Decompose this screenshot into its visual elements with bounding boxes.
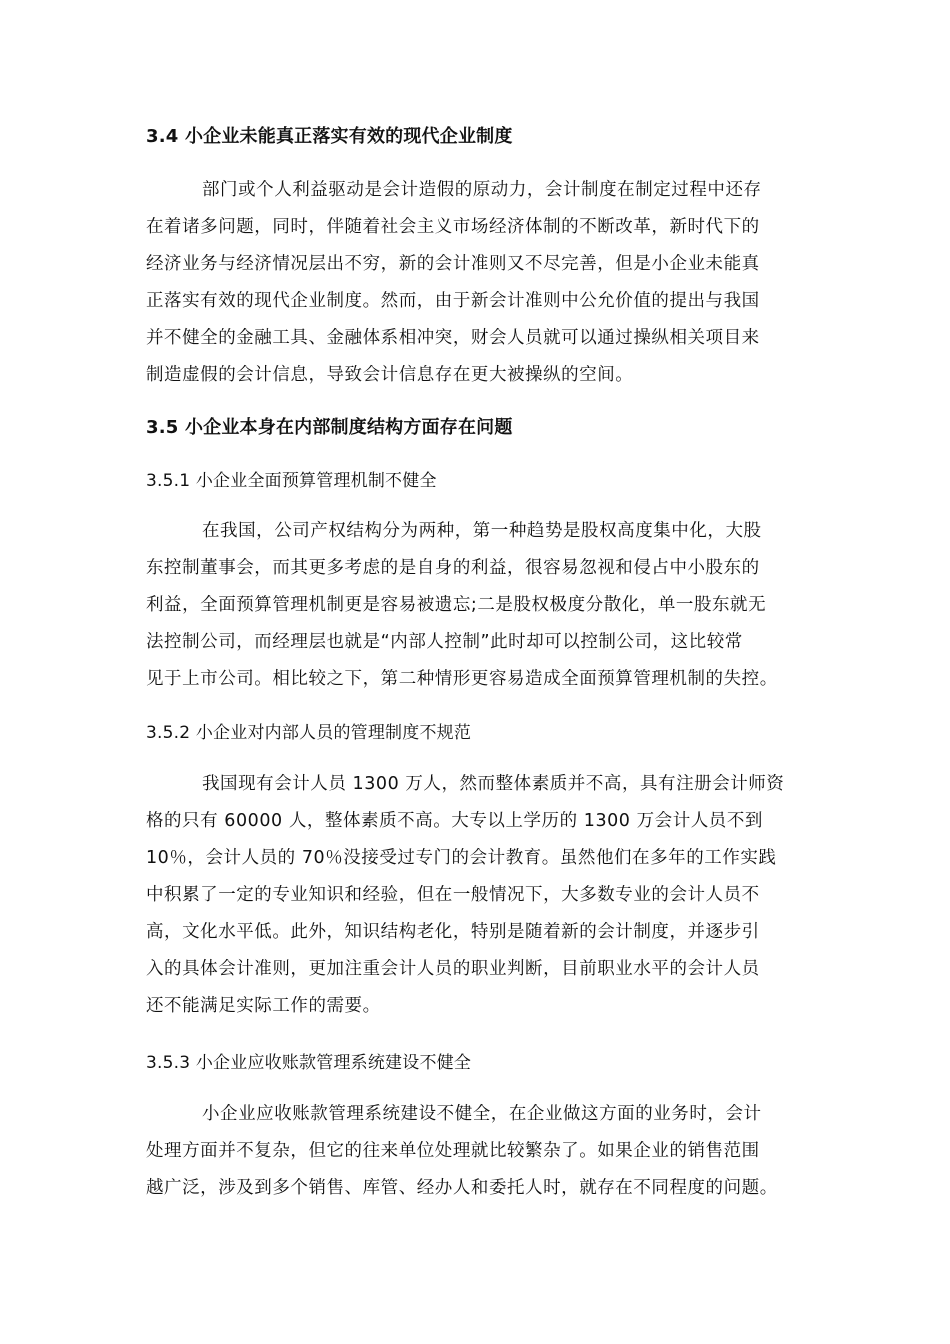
paragraph-line: 制造虚假的会计信息，导致会计信息存在更大被操纵的空间。	[146, 365, 634, 385]
section-heading-3-4: 3.4 小企业未能真正落实有效的现代企业制度	[146, 126, 513, 147]
paragraph-line: 小企业应收账款管理系统建设不健全，在企业做这方面的业务时，会计	[202, 1104, 762, 1124]
paragraph-line: 10％，会计人员的 70％没接受过专门的会计教育。虽然他们在多年的工作实践	[146, 848, 777, 868]
paragraph-line: 中积累了一定的专业知识和经验，但在一般情况下，大多数专业的会计人员不	[146, 885, 760, 905]
paragraph-3-5-3	[146, 1096, 816, 1207]
paragraph-line: 经济业务与经济情况层出不穷，新的会计准则又不尽完善，但是小企业未能真	[146, 254, 760, 274]
paragraph-line: 越广泛，涉及到多个销售、库管、经办人和委托人时，就存在不同程度的问题。	[146, 1178, 778, 1198]
paragraph-line: 正落实有效的现代企业制度。然而，由于新会计准则中公允价值的提出与我国	[146, 291, 760, 311]
paragraph-line: 还不能满足实际工作的需要。	[146, 996, 381, 1016]
paragraph-line: 法控制公司，而经理层也就是“内部人控制”此时却可以控制公司，这比较常	[146, 632, 743, 652]
paragraph-3-4	[146, 172, 816, 394]
paragraph-line: 利益，全面预算管理机制更是容易被遗忘;二是股权极度分散化，单一股东就无	[146, 595, 767, 615]
paragraph-line: 格的只有 60000 人，整体素质不高。大专以上学历的 1300 万会计人员不到	[146, 811, 763, 831]
paragraph-line: 入的具体会计准则，更加注重会计人员的职业判断，目前职业水平的会计人员	[146, 959, 760, 979]
paragraph-line: 东控制董事会，而其更多考虑的是自身的利益，很容易忽视和侵占中小股东的	[146, 558, 760, 578]
paragraph-line: 并不健全的金融工具、金融体系相冲突，财会人员就可以通过操纵相关项目来	[146, 328, 760, 348]
subsection-heading-3-5-3: 3.5.3 小企业应收账款管理系统建设不健全	[146, 1053, 472, 1073]
paragraph-line: 高，文化水平低。此外，知识结构老化，特别是随着新的会计制度，并逐步引	[146, 922, 760, 942]
subsection-heading-3-5-2: 3.5.2 小企业对内部人员的管理制度不规范	[146, 723, 472, 743]
paragraph-3-5-1	[146, 513, 816, 698]
section-heading-3-5: 3.5 小企业本身在内部制度结构方面存在问题	[146, 417, 513, 438]
paragraph-line: 在着诸多问题，同时，伴随着社会主义市场经济体制的不断改革，新时代下的	[146, 217, 760, 237]
paragraph-line: 我国现有会计人员 1300 万人，然而整体素质并不高，具有注册会计师资	[202, 774, 785, 794]
paragraph-line: 见于上市公司。相比较之下，第二种情形更容易造成全面预算管理机制的失控。	[146, 669, 778, 689]
subsection-heading-3-5-1: 3.5.1 小企业全面预算管理机制不健全	[146, 471, 437, 491]
paragraph-line: 在我国，公司产权结构分为两种，第一种趋势是股权高度集中化，大股	[202, 521, 762, 541]
paragraph-line: 处理方面并不复杂，但它的往来单位处理就比较繁杂了。如果企业的销售范围	[146, 1141, 760, 1161]
paragraph-3-5-2	[146, 766, 816, 1025]
paragraph-line: 部门或个人利益驱动是会计造假的原动力，会计制度在制定过程中还存	[202, 180, 762, 200]
